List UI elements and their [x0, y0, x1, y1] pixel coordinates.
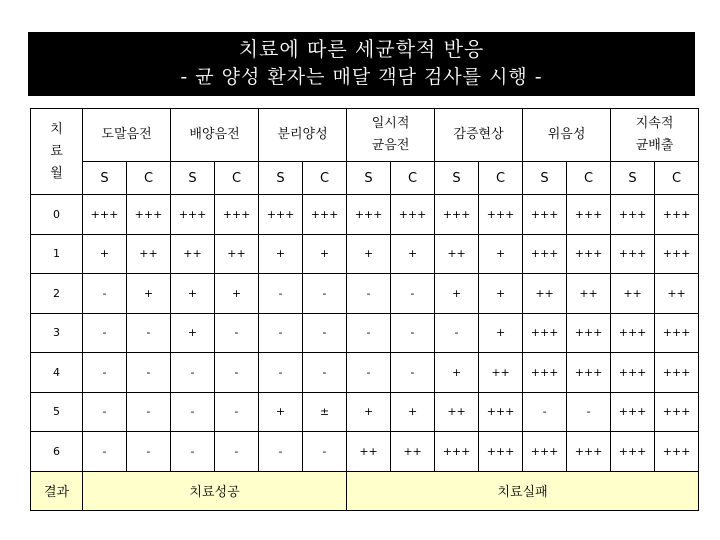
result-cell: +++ — [523, 195, 567, 235]
result-cell: ++ — [347, 432, 391, 472]
table-row — [31, 313, 699, 353]
sub-header-cell: S — [611, 162, 655, 195]
month-cell: 0 — [31, 195, 83, 235]
result-cell: - — [435, 313, 479, 353]
treatment-failure: 치료실패 — [347, 471, 699, 510]
result-cell: +++ — [259, 195, 303, 235]
group-header-text: 균음전 — [371, 138, 410, 153]
sub-header-cell: C — [567, 162, 611, 195]
group-header — [259, 109, 347, 162]
result-cell: + — [391, 392, 435, 432]
month-header-char: 월 — [50, 165, 63, 181]
result-cell: +++ — [567, 195, 611, 235]
sub-header-cell: C — [215, 162, 259, 195]
result-cell: - — [303, 353, 347, 393]
result-cell: - — [303, 432, 347, 472]
result-cell: +++ — [171, 195, 215, 235]
result-cell: +++ — [611, 432, 655, 472]
sub-header-cell: C — [479, 162, 523, 195]
result-cell: + — [83, 234, 127, 274]
result-cell: - — [303, 274, 347, 314]
result-cell: - — [127, 313, 171, 353]
sub-header-cell: S — [259, 162, 303, 195]
result-cell: +++ — [611, 353, 655, 393]
result-cell: - — [391, 313, 435, 353]
result-cell: - — [215, 353, 259, 393]
result-cell: - — [83, 392, 127, 432]
table-row — [31, 353, 699, 393]
result-cell: +++ — [567, 353, 611, 393]
result-cell: - — [303, 313, 347, 353]
result-cell: + — [347, 234, 391, 274]
result-cell: +++ — [479, 432, 523, 472]
result-cell: ++ — [215, 234, 259, 274]
result-cell: - — [259, 432, 303, 472]
result-cell: - — [347, 353, 391, 393]
group-header-text: 감증현상 — [453, 127, 504, 142]
result-cell: +++ — [127, 195, 171, 235]
result-cell: +++ — [611, 195, 655, 235]
table-row — [31, 432, 699, 472]
group-header — [83, 109, 171, 162]
header-row — [31, 109, 699, 162]
title-line-2: - 균 양성 환자는 매달 객담 검사를 시행 - — [180, 66, 543, 88]
result-cell: +++ — [479, 392, 523, 432]
result-cell: - — [171, 432, 215, 472]
sub-header-cell: S — [435, 162, 479, 195]
result-cell: +++ — [347, 195, 391, 235]
result-cell: + — [347, 392, 391, 432]
sub-header-cell: C — [655, 162, 699, 195]
group-header-text: 위음성 — [547, 127, 586, 142]
group-header-text: 일시적 — [371, 116, 410, 131]
sub-header-cell: S — [523, 162, 567, 195]
result-cell: + — [479, 274, 523, 314]
sub-header-cell: C — [303, 162, 347, 195]
result-cell: + — [127, 274, 171, 314]
sub-header-cell: S — [171, 162, 215, 195]
month-cell: 5 — [31, 392, 83, 432]
result-cell: ++ — [523, 274, 567, 314]
group-header — [347, 109, 435, 162]
result-cell: +++ — [567, 234, 611, 274]
month-cell: 2 — [31, 274, 83, 314]
subheader-row — [31, 162, 699, 195]
title-line-1: 치료에 따른 세균학적 반응 — [238, 37, 485, 61]
group-header-text: 균배출 — [635, 138, 674, 153]
result-cell: + — [171, 274, 215, 314]
month-header-char: 치 — [50, 121, 63, 137]
result-cell: - — [259, 274, 303, 314]
result-cell: +++ — [303, 195, 347, 235]
result-cell: +++ — [611, 392, 655, 432]
result-cell: - — [259, 313, 303, 353]
result-cell: ++ — [655, 274, 699, 314]
month-cell: 6 — [31, 432, 83, 472]
group-header — [611, 109, 699, 162]
table-row — [31, 392, 699, 432]
group-header — [435, 109, 523, 162]
result-cell: +++ — [567, 432, 611, 472]
result-cell: - — [127, 392, 171, 432]
table-row — [31, 274, 699, 314]
result-cell: - — [127, 432, 171, 472]
sub-header-cell: C — [391, 162, 435, 195]
result-cell: +++ — [567, 313, 611, 353]
result-cell: +++ — [523, 353, 567, 393]
result-cell: +++ — [523, 432, 567, 472]
result-cell: + — [435, 274, 479, 314]
group-header-text: 지속적 — [635, 116, 674, 131]
result-cell: ++ — [435, 234, 479, 274]
group-header-text: 배양음전 — [189, 127, 240, 142]
result-cell: ++ — [391, 432, 435, 472]
result-cell: - — [215, 313, 259, 353]
result-cell: + — [215, 274, 259, 314]
result-cell: - — [523, 392, 567, 432]
result-cell: - — [83, 432, 127, 472]
result-cell: - — [215, 392, 259, 432]
result-row — [31, 471, 699, 510]
result-cell: +++ — [611, 313, 655, 353]
result-cell: + — [259, 392, 303, 432]
result-cell: + — [391, 234, 435, 274]
result-cell: +++ — [523, 313, 567, 353]
sub-header-cell: S — [83, 162, 127, 195]
result-cell: - — [215, 432, 259, 472]
result-cell: +++ — [655, 195, 699, 235]
result-cell: + — [479, 234, 523, 274]
result-cell: ++ — [127, 234, 171, 274]
result-cell: - — [391, 353, 435, 393]
result-cell: - — [259, 353, 303, 393]
result-cell: - — [391, 274, 435, 314]
result-cell: - — [83, 313, 127, 353]
month-cell: 3 — [31, 313, 83, 353]
result-cell: - — [347, 313, 391, 353]
result-cell: - — [171, 392, 215, 432]
result-cell: - — [83, 274, 127, 314]
table-row — [31, 234, 699, 274]
table-row — [31, 195, 699, 235]
result-cell: +++ — [435, 195, 479, 235]
result-cell: ++ — [479, 353, 523, 393]
result-cell: - — [171, 353, 215, 393]
month-header-char: 료 — [50, 143, 63, 159]
result-cell: + — [171, 313, 215, 353]
month-cell: 4 — [31, 353, 83, 393]
result-cell: ++ — [567, 274, 611, 314]
result-cell: - — [83, 353, 127, 393]
group-header — [171, 109, 259, 162]
result-cell: + — [479, 313, 523, 353]
group-header-text: 분리양성 — [277, 127, 328, 142]
result-cell: +++ — [655, 432, 699, 472]
result-cell: ++ — [435, 392, 479, 432]
result-cell: + — [259, 234, 303, 274]
result-cell: +++ — [655, 353, 699, 393]
result-cell: + — [303, 234, 347, 274]
result-cell: +++ — [611, 234, 655, 274]
result-cell: - — [127, 353, 171, 393]
result-cell: +++ — [391, 195, 435, 235]
month-cell: 1 — [31, 234, 83, 274]
result-cell: +++ — [523, 234, 567, 274]
result-cell: + — [435, 353, 479, 393]
result-cell: - — [567, 392, 611, 432]
title-box — [28, 32, 695, 96]
result-cell: - — [347, 274, 391, 314]
group-header-text: 도말음전 — [101, 127, 152, 142]
result-cell: ++ — [171, 234, 215, 274]
result-cell: +++ — [435, 432, 479, 472]
result-cell: +++ — [215, 195, 259, 235]
result-cell: +++ — [655, 313, 699, 353]
treatment-success: 치료성공 — [83, 471, 347, 510]
result-cell: ± — [303, 392, 347, 432]
sub-header-cell: S — [347, 162, 391, 195]
result-cell: +++ — [479, 195, 523, 235]
sub-header-cell: C — [127, 162, 171, 195]
result-cell: +++ — [655, 392, 699, 432]
result-label: 결과 — [31, 471, 83, 510]
group-header — [523, 109, 611, 162]
result-cell: +++ — [655, 234, 699, 274]
result-cell: ++ — [611, 274, 655, 314]
response-table — [30, 108, 699, 511]
result-cell: +++ — [83, 195, 127, 235]
month-header — [31, 109, 83, 195]
